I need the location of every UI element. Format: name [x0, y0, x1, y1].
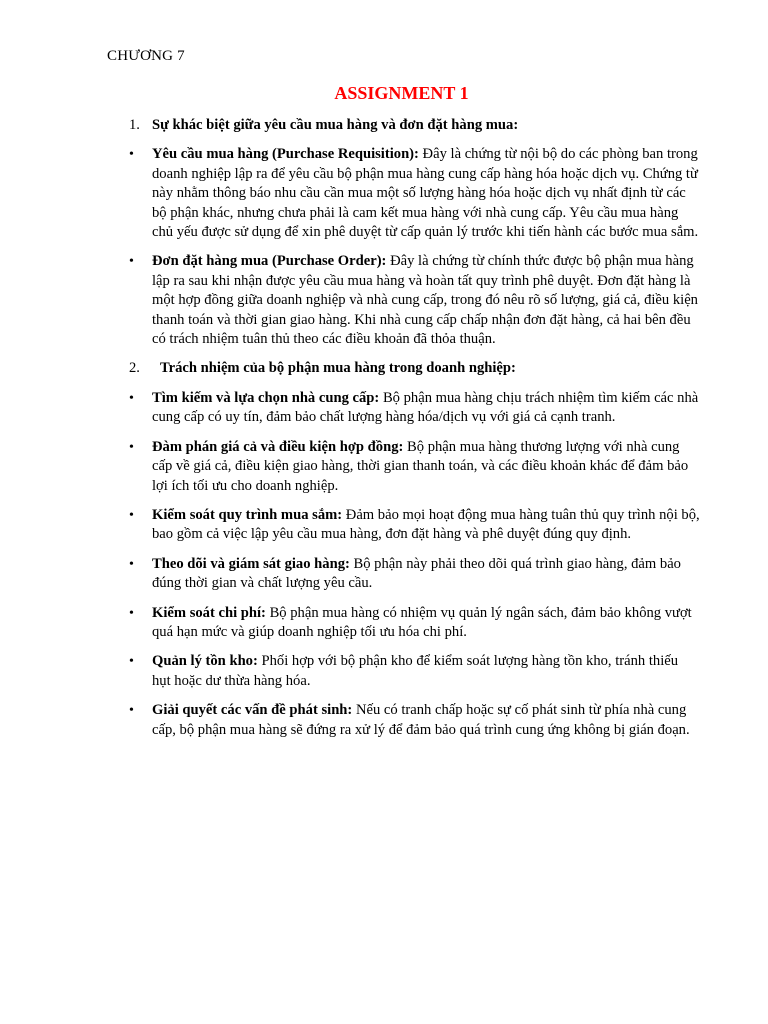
list-item-term: Theo dõi và giám sát giao hàng:	[152, 555, 350, 572]
list-item	[129, 145, 700, 242]
list-item-text: Phối hợp với bộ phận kho để kiểm soát lượng hàng tồn kho, tránh thiếu hụt hoặc dư thừa hàng hóa.	[152, 653, 679, 689]
section-1-number: 1.	[129, 117, 140, 133]
list-item	[129, 506, 700, 545]
list-item	[129, 252, 700, 349]
section-1-heading	[129, 116, 700, 135]
bullet-icon: •	[129, 147, 134, 163]
list-item-term: Yêu cầu mua hàng (Purchase Requisition):	[152, 146, 419, 163]
list-item-term: Giải quyết các vấn đề phát sinh:	[152, 702, 353, 719]
list-item-text: Bộ phận mua hàng có nhiệm vụ quản lý ngân sách, đảm bảo không vượt quá hạn mức và giúp doanh nghiệp tối ưu hóa chi phí.	[152, 604, 692, 640]
list-item-term: Đơn đặt hàng mua (Purchase Order):	[152, 253, 387, 270]
list-item-term: Đàm phán giá cả và điều kiện hợp đồng:	[152, 438, 404, 455]
list-item-text: Đây là chứng từ chính thức được bộ phận mua hàng lập ra sau khi nhận được yêu cầu mua hàng và hoàn tất quy trình phê duyệt. Đơn đặt hàng là một hợp đồng giữa doanh nghiệp và nhà cung cấp, trong đó nêu rõ số lượng, giá cả, điều kiện thanh toán và thời gian giao hàng. Khi nhà cung cấp chấp nhận đơn đặt hàng, cả hai bên đều có trách nhiệm tuân thủ theo các điều khoản đã thỏa thuận.	[152, 253, 698, 348]
list-item-text: Nếu có tranh chấp hoặc sự cố phát sinh từ phía nhà cung cấp, bộ phận mua hàng sẽ đứng ra xử lý để đảm bảo quá trình cung ứng không bị gián đoạn.	[152, 702, 690, 738]
section-2-number: 2.	[129, 360, 140, 377]
list-item	[129, 652, 700, 691]
bullet-icon: •	[129, 605, 134, 621]
list-item-text: Đây là chứng từ nội bộ do các phòng ban trong doanh nghiệp lập ra để yêu cầu bộ phận mua hàng cung cấp hàng hóa hoặc dịch vụ. Chứng từ này nhằm thông báo nhu cầu cần mua một số lượng hàng hóa hoặc dịch vụ nhất định từ các bộ phận khác, nhưng chưa phải là cam kết mua hàng với nhà cung cấp. Yêu cầu mua hàng chủ yếu được sử dụng để xin phê duyệt từ cấp quản lý trước khi tiến hành các bước mua sắm.	[152, 146, 699, 241]
bullet-icon: •	[129, 556, 134, 572]
document-body	[0, 116, 768, 740]
bullet-icon: •	[129, 439, 134, 455]
section-1-heading-text: Sự khác biệt giữa yêu cầu mua hàng và đơn đặt hàng mua:	[152, 117, 519, 133]
section-2-heading	[129, 359, 700, 378]
list-item	[129, 438, 700, 496]
bullet-icon: •	[129, 507, 134, 523]
bullet-icon: •	[129, 703, 134, 719]
section-2-heading-text: Trách nhiệm của bộ phận mua hàng trong doanh nghiệp:	[160, 360, 516, 377]
chapter-label: CHƯƠNG 7	[107, 48, 185, 64]
list-item	[129, 555, 700, 594]
list-item	[129, 701, 700, 740]
bullet-icon: •	[129, 654, 134, 670]
list-item-text: Bộ phận này phải theo dõi quá trình giao hàng, đảm bảo đúng thời gian và chất lượng yêu cầu.	[152, 555, 681, 592]
list-item-text: Đảm bảo mọi hoạt động mua hàng tuân thủ quy trình nội bộ, bao gồm cả việc lập yêu cầu mua hàng, đơn đặt hàng và phê duyệt đúng quy định.	[152, 506, 700, 543]
list-item-term: Tìm kiếm và lựa chọn nhà cung cấp:	[152, 389, 380, 406]
list-item-term: Quản lý tồn kho:	[152, 653, 258, 670]
list-item	[129, 389, 700, 428]
list-item	[129, 604, 700, 643]
bullet-icon: •	[129, 254, 134, 270]
list-item-text: Bộ phận mua hàng thương lượng với nhà cung cấp về giá cả, điều kiện giao hàng, thời gian thanh toán, và các điều khoản khác để đảm bảo lợi ích tối ưu cho doanh nghiệp.	[152, 438, 689, 494]
list-item-term: Kiểm soát quy trình mua sắm:	[152, 506, 343, 523]
bullet-icon: •	[129, 390, 134, 406]
list-item-term: Kiểm soát chi phí:	[152, 604, 266, 621]
list-item-text: Bộ phận mua hàng chịu trách nhiệm tìm kiếm các nhà cung cấp có uy tín, đảm bảo chất lượng hàng hóa/dịch vụ với giá cả cạnh tranh.	[152, 389, 699, 426]
page-title: ASSIGNMENT 1	[334, 83, 469, 103]
